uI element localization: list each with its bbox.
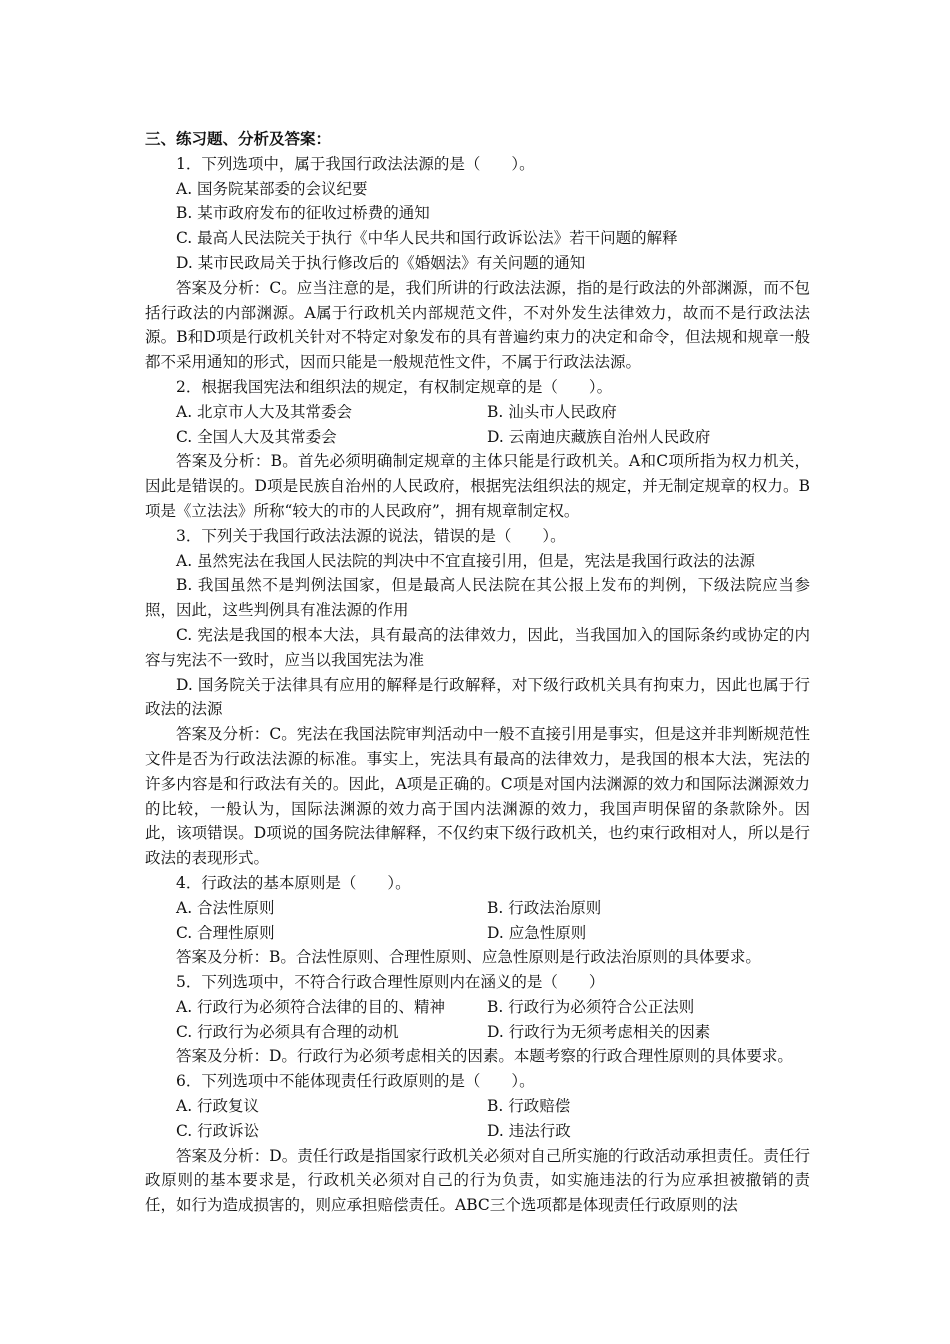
question-5-options-row-2: [145, 1020, 810, 1045]
question-6-answer: 答案及分析：D。责任行政是指国家行政机关必须对自己所实施的行政活动承担责任。责任行政原则的基本要求是，行政机关必须对自己的行为负责，如实施违法的行为应承担被撤销的责任，如行为造成损害的，则应承担赔偿责任。ABC三个选项都是体现责任行政原则的法: [145, 1146, 810, 1215]
question-4-option-c: C. 合理性原则: [176, 923, 275, 942]
question-6-options-row-1: [145, 1094, 810, 1119]
question-4-options-row-2: [145, 921, 810, 946]
question-5-option-b: B. 行政行为必须符合公正法则: [487, 997, 695, 1016]
question-1-option-b: B. 某市政府发布的征收过桥费的通知: [176, 204, 430, 223]
question-4-stem: 4．行政法的基本原则是（ ）。: [176, 873, 411, 892]
question-6-options-row-2: [145, 1119, 810, 1144]
question-1-option-d: D. 某市民政局关于执行修改后的《婚姻法》有关问题的通知: [176, 253, 586, 272]
question-1-answer: 答案及分析：C。应当注意的是，我们所讲的行政法法源，指的是行政法的外部渊源，而不包括行政法的内部渊源。A属于行政机关内部规范文件，不对外发生法律效力，故而不是行政法法源。B和D项是行政机关针对不特定对象发布的具有普遍约束力的决定和命令，但法规和规章一般都不采用通知的形式，因而只能是一般规范性文件，不属于行政法法源。: [145, 278, 810, 372]
question-3-stem: 3．下列关于我国行政法法源的说法，错误的是（ ）。: [176, 526, 566, 545]
question-1-option-c: C. 最高人民法院关于执行《中华人民共和国行政诉讼法》若干问题的解释: [176, 229, 678, 248]
question-6-option-c: C. 行政诉讼: [176, 1121, 260, 1140]
question-2-stem: 2．根据我国宪法和组织法的规定，有权制定规章的是（ ）。: [176, 377, 613, 396]
question-2-option-c: C. 全国人大及其常委会: [176, 427, 337, 446]
question-5-option-d: D. 行政行为无须考虑相关的因素: [487, 1022, 711, 1041]
question-2-option-a: A. 北京市人大及其常委会: [176, 402, 353, 421]
question-4-option-d: D. 应急性原则: [487, 923, 587, 942]
question-4-answer: 答案及分析：B。合法性原则、合理性原则、应急性原则是行政法治原则的具体要求。: [176, 948, 761, 967]
question-6-option-b: B. 行政赔偿: [487, 1097, 571, 1116]
question-2-answer: 答案及分析：B。首先必须明确制定规章的主体只能是行政机关。A和C项所指为权力机关，因此是错误的。D项是民族自治州的人民政府，根据宪法组织法的规定，并无制定规章的权力。B项是《立法法》所称“较大的市的人民政府”，拥有规章制定权。: [145, 452, 810, 520]
question-3-option-b: B. 我国虽然不是判例法国家，但是最高人民法院在其公报上发布的判例，下级法院应当参照，因此，这些判例具有准法源的作用: [145, 576, 810, 620]
question-4-option-a: A. 合法性原则: [176, 898, 275, 917]
document-body: [145, 127, 810, 1218]
question-6-stem: 6．下列选项中不能体现责任行政原则的是（ ）。: [176, 1072, 535, 1091]
question-6-option-a: A. 行政复议: [176, 1097, 260, 1116]
question-2-option-d: D. 云南迪庆藏族自治州人民政府: [487, 427, 711, 446]
question-5-option-c: C. 行政行为必须具有合理的动机: [176, 1022, 399, 1041]
section-title: 三、练习题、分析及答案：: [145, 130, 332, 148]
question-3-answer: 答案及分析：C。宪法在我国法院审判活动中一般不直接引用是事实，但是这并非判断规范性文件是否为行政法法源的标准。事实上，宪法具有最高的法律效力，是我国的根本大法，宪法的许多内容是和行政法有关的。因此，A项是正确的。C项是对国内法渊源的效力和国际法渊源效力的比较，一般认为，国际法渊源的效力高于国内法渊源的效力，我国声明保留的条款除外。因此，该项错误。D项说的国务院法律解释，不仅约束下级行政机关，也约束行政相对人，所以是行政法的表现形式。: [145, 725, 810, 868]
question-2-options-row-1: [145, 400, 810, 425]
question-5-options-row-1: [145, 995, 810, 1020]
question-6-option-d: D. 违法行政: [487, 1121, 571, 1140]
question-5-stem: 5．下列选项中，不符合行政合理性原则内在涵义的是（ ）: [176, 973, 605, 992]
question-2-options-row-2: [145, 425, 810, 450]
question-1-stem: 1．下列选项中，属于我国行政法法源的是（ ）。: [176, 154, 535, 173]
question-2-option-b: B. 汕头市人民政府: [487, 402, 617, 421]
question-3-option-d: D. 国务院关于法律具有应用的解释是行政解释，对下级行政机关具有拘束力，因此也属于行政法的法源: [145, 675, 810, 719]
question-3-option-a: A. 虽然宪法在我国人民法院的判决中不宜直接引用，但是，宪法是我国行政法的法源: [176, 551, 756, 570]
question-5-option-a: A. 行政行为必须符合法律的目的、精神: [176, 997, 446, 1016]
question-3-option-c: C. 宪法是我国的根本大法，具有最高的法律效力，因此，当我国加入的国际条约或协定的内容与宪法不一致时，应当以我国宪法为准: [145, 625, 810, 669]
question-5-answer: 答案及分析：D。行政行为必须考虑相关的因素。本题考察的行政合理性原则的具体要求。: [176, 1047, 793, 1066]
question-4-option-b: B. 行政法治原则: [487, 898, 602, 917]
question-1-option-a: A. 国务院某部委的会议纪要: [176, 179, 368, 198]
question-4-options-row-1: [145, 896, 810, 921]
